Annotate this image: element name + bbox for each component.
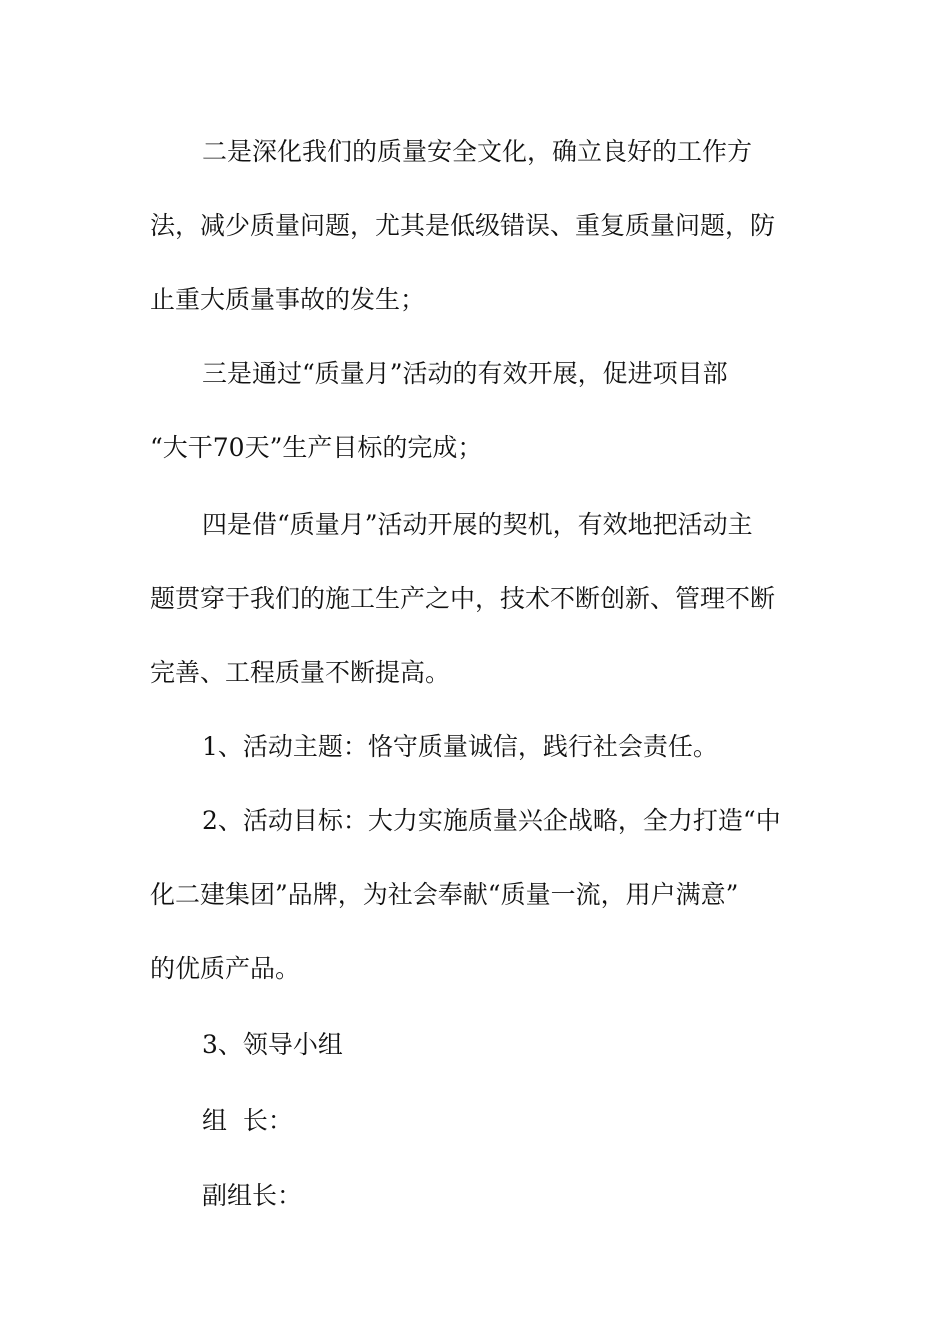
text-line: 的优质产品。 [150, 954, 301, 983]
text-line: 题贯穿于我们的施工生产之中，技术不断创新、管理不断 [150, 584, 776, 613]
paragraph-point-four-line-2 [0, 579, 950, 619]
text-line: 三是通过“质量月”活动的有效开展，促进项目部 [202, 359, 728, 388]
paragraph-point-two-line-2 [0, 206, 950, 246]
text-line: “大干70天”生产目标的完成； [150, 433, 483, 462]
paragraph-point-four-line-1 [0, 505, 950, 545]
text-line: 副组长： [202, 1181, 303, 1210]
text-line: 组 长： [202, 1106, 293, 1135]
paragraph-leadership-group-line-1 [0, 1025, 950, 1065]
paragraph-deputy-leader-line-1 [0, 1176, 950, 1216]
paragraph-activity-goal-line-1 [0, 801, 950, 841]
text-line: 3、领导小组 [202, 1030, 343, 1059]
text-line: 二是深化我们的质量安全文化，确立良好的工作方 [202, 137, 753, 166]
text-line: 止重大质量事故的发生； [150, 285, 426, 314]
paragraph-activity-theme-line-1 [0, 727, 950, 767]
text-line: 化二建集团”品牌，为社会奉献“质量一流，用户满意” [150, 880, 739, 909]
paragraph-point-two-line-1 [0, 132, 950, 172]
paragraph-activity-goal-line-2 [0, 875, 950, 915]
paragraph-activity-goal-line-3 [0, 949, 950, 989]
paragraph-point-two-line-3 [0, 280, 950, 320]
text-line: 法，减少质量问题，尤其是低级错误、重复质量问题，防 [150, 211, 776, 240]
paragraph-point-four-line-3 [0, 653, 950, 693]
text-line: 完善、工程质量不断提高。 [150, 658, 451, 687]
text-line: 四是借“质量月”活动开展的契机，有效地把活动主 [202, 510, 753, 539]
paragraph-point-three-line-2 [0, 428, 950, 468]
paragraph-group-leader-line-1 [0, 1101, 950, 1141]
text-line: 2、活动目标：大力实施质量兴企战略，全力打造“中 [202, 806, 781, 835]
text-line: 1、活动主题：恪守质量诚信，践行社会责任。 [202, 732, 718, 761]
paragraph-point-three-line-1 [0, 354, 950, 394]
